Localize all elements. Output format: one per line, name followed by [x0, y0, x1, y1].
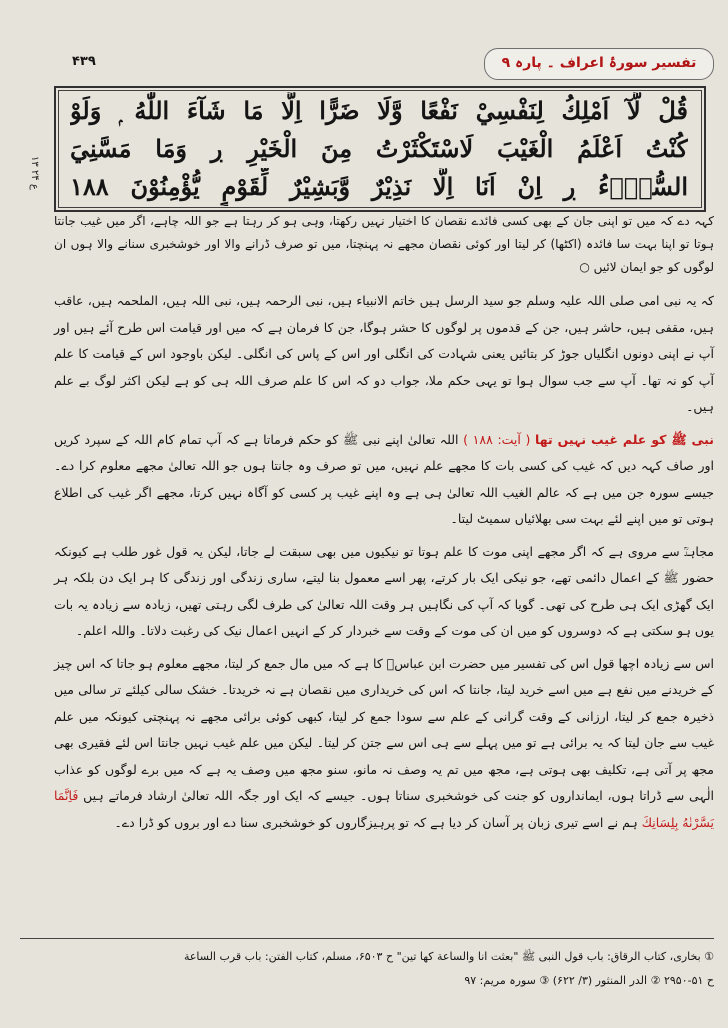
footnote-line-1: ① بخاری، کتاب الرقاق: باب قول النبی ﷺ "بعثت انا والساعة کھا تین" ح ۶۵۰۳، مسلم، کتاب الفتن: باب قرب الساعة	[183, 950, 714, 963]
tafsir-paragraph-2	[54, 427, 714, 533]
arabic-line-3: السُّوْۗءُ ڔ اِنْ اَنَا اِلَّا نَذِيْرٌ وَّبَشِيْرٌ لِّقَوْمٍ يُّؤْمِنُوْنَ ١٨٨	[70, 172, 688, 201]
arabic-line-2: كُنْتُ اَعْلَمُ الْغَيْبَ لَاسْتَكْثَرْتُ مِنَ الْخَيْرِ ڔ وَمَا مَسَّنِيَ	[70, 134, 688, 163]
arabic-line-1: قُلْ لَّآ اَمْلِكُ لِنَفْسِيْ نَفْعًا وَّلَا ضَرًّا اِلَّا مَا شَآءَ اللّٰهُ ۭ وَلَوْ	[70, 96, 688, 125]
footnotes	[20, 938, 714, 993]
tafsir-paragraph-4-text-b: ہم نے اسے تیری زبان پر آسان کر دیا ہے کہ تو پرہیزگاروں کو خوشخبری سنا دے اور بروں کو ڈرا دے۔	[114, 814, 638, 830]
page-header	[54, 48, 706, 80]
tafsir-body	[54, 288, 714, 842]
section-heading: نبی ﷺ کو علم غیب نہیں تھا	[535, 431, 714, 447]
ayah-reference: ( آیت: ۱۸۸ )	[463, 431, 531, 447]
page-number: ۴۳۹	[72, 54, 96, 69]
surah-label: تفسیر سورۂ اعراف ۔ پارہ ۹	[484, 48, 714, 80]
arabic-verse-box	[54, 86, 706, 212]
tafsir-paragraph-4-text-a: اس سے زیادہ اچھا قول اس کی تفسیر میں حضرت ابن عباسؓ کا ہے کہ میں مال جمع کر لیتا، مجھے معلوم ہو جاتا کہ اس چیز کے خریدنے میں نفع ہے میں اسے خرید لیتا، جانتا کہ اس کی خریداری میں نقصان ہے نہ خریدتا۔ خشک سالی کیلئے تر سالی میں ذخیرہ جمع کر لیتا، ارزانی کے وقت گرانی کے علم سے سودا جمع کر لیتا، کبھی کوئی برائی مجھے نہ پہنچتی کیونکہ میں علم غیب سے جان لیتا کہ یہ برائی ہے تو میں پہلے سے ہی اس سے جتن کر لیتا۔ لیکن میں علم غیب نہیں جانتا اس لئے فقیری بھی مجھ پر آتی ہے، تکلیف بھی ہوتی ہے، مجھ میں تم یہ وصف نہ مانو، سنو مجھ میں وصف یہ ہے کہ میں برے لوگوں کو عذاب الٰہی سے ڈراتا ہوں، ایمانداروں کو جنت کی خوشخبری سناتا ہوں۔ جیسے کہ ایک اور جگہ اللہ تعالیٰ ارشاد فرماتے ہیں	[54, 655, 714, 803]
quran-quote: فَاِنَّمَا يَسَّرْنٰهُ بِلِسَانِكَ	[54, 788, 714, 830]
tafsir-paragraph-2-text: اللہ تعالیٰ اپنے نبی ﷺ کو حکم فرماتا ہے کہ آپ تمام کام اللہ کے سپرد کریں اور صاف کہہ دیں کہ غیب کی کسی بات کا مجھے علم نہیں، میں تو صرف وہ جانتا ہوں جو اللہ تعالیٰ مجھے معلوم کرا دے۔ جیسے سورہ جن میں ہے کہ عالم الغیب اللہ تعالیٰ ہی ہے وہ اپنے غیب پر کسی کو آگاہ نہیں کرتا، مجھے اگر غیب کی اطلاع ہوتی تو میں اپنے لئے بہت سی بھلائیاں سمیٹ لیتا۔	[54, 431, 714, 526]
tafsir-paragraph-1: کہ یہ نبی امی صلی اللہ علیہ وسلم جو سید الرسل ہیں خاتم الانبیاء ہیں، نبی الرحمہ ہیں، نبی اللہ ہیں، الملحمہ ہیں، عاقب ہیں، مقفی ہیں، حاشر ہیں، جن کے قدموں پر لوگوں کا حشر ہوگا، جن کا فرمان ہے کہ میں اور قیامت اس طرح آئے ہیں اور آپ نے اپنی دونوں انگلیاں جوڑ کر بتائیں یعنی شہادت کی انگلی اور اس کے پاس کی انگلی۔ لیکن باوجود اس کے قیامت کا علم آپ کو نہ تھا۔ آپ سے جب سوال ہوا تو یہی حکم ملا، جواب دو کہ اس کا علم صرف اللہ ہی کو ہے لیکن اکثر لوگ بے علم ہیں۔	[54, 293, 714, 414]
tafsir-paragraph-4	[54, 651, 714, 837]
ruku-side-reference: ع ۲۴ ۱۳	[29, 156, 40, 190]
footnote-line-2: ح ۵۱-۲۹۵۰ ② الدر المنثور (۳/ ۶۲۲) ③ سورہ مریم: ۹۷	[464, 974, 714, 987]
tafsir-paragraph-3: مجاہدؒ سے مروی ہے کہ اگر مجھے اپنی موت کا علم ہوتا تو نیکیوں میں بھی سبقت لے جاتا، لیکن یہ قول غور طلب ہے کیونکہ حضور ﷺ کے اعمال دائمی تھے، جو نیکی ایک بار کرتے، پھر اسے معمول بنا لیتے، ساری زندگی اور زندگی کا ہر ایک دن بلکہ ہر ایک گھڑی ایک ہی طرح کی تھی۔ گویا کہ آپ کی نگاہیں ہر وقت اللہ تعالیٰ کی طرف لگی رہتی تھیں، زیادہ سے زیادہ یہ بات یوں ہو سکتی ہے کہ دوسروں کو میں ان کی موت کے وقت سے خبردار کر کے انہیں اعمال نیک کی رغبت دلاتا۔ واللہ اعلم۔	[54, 543, 714, 638]
urdu-translation: کہہ دے کہ میں تو اپنی جان کے بھی کسی فائدے نقصان کا اختیار نہیں رکھتا، وہی ہو کر رہتا ہے جو اللہ چاہے، اگر میں غیب جانتا ہوتا تو اپنا بہت سا فائدہ (اکٹھا) کر لیتا اور کوئی نقصان مجھے نہ پہنچتا، میں تو صرف ڈرانے والا اور خوشخبری سنانے والا ہوں ان لوگوں کو جو ایمان لائیں ○	[54, 214, 714, 274]
